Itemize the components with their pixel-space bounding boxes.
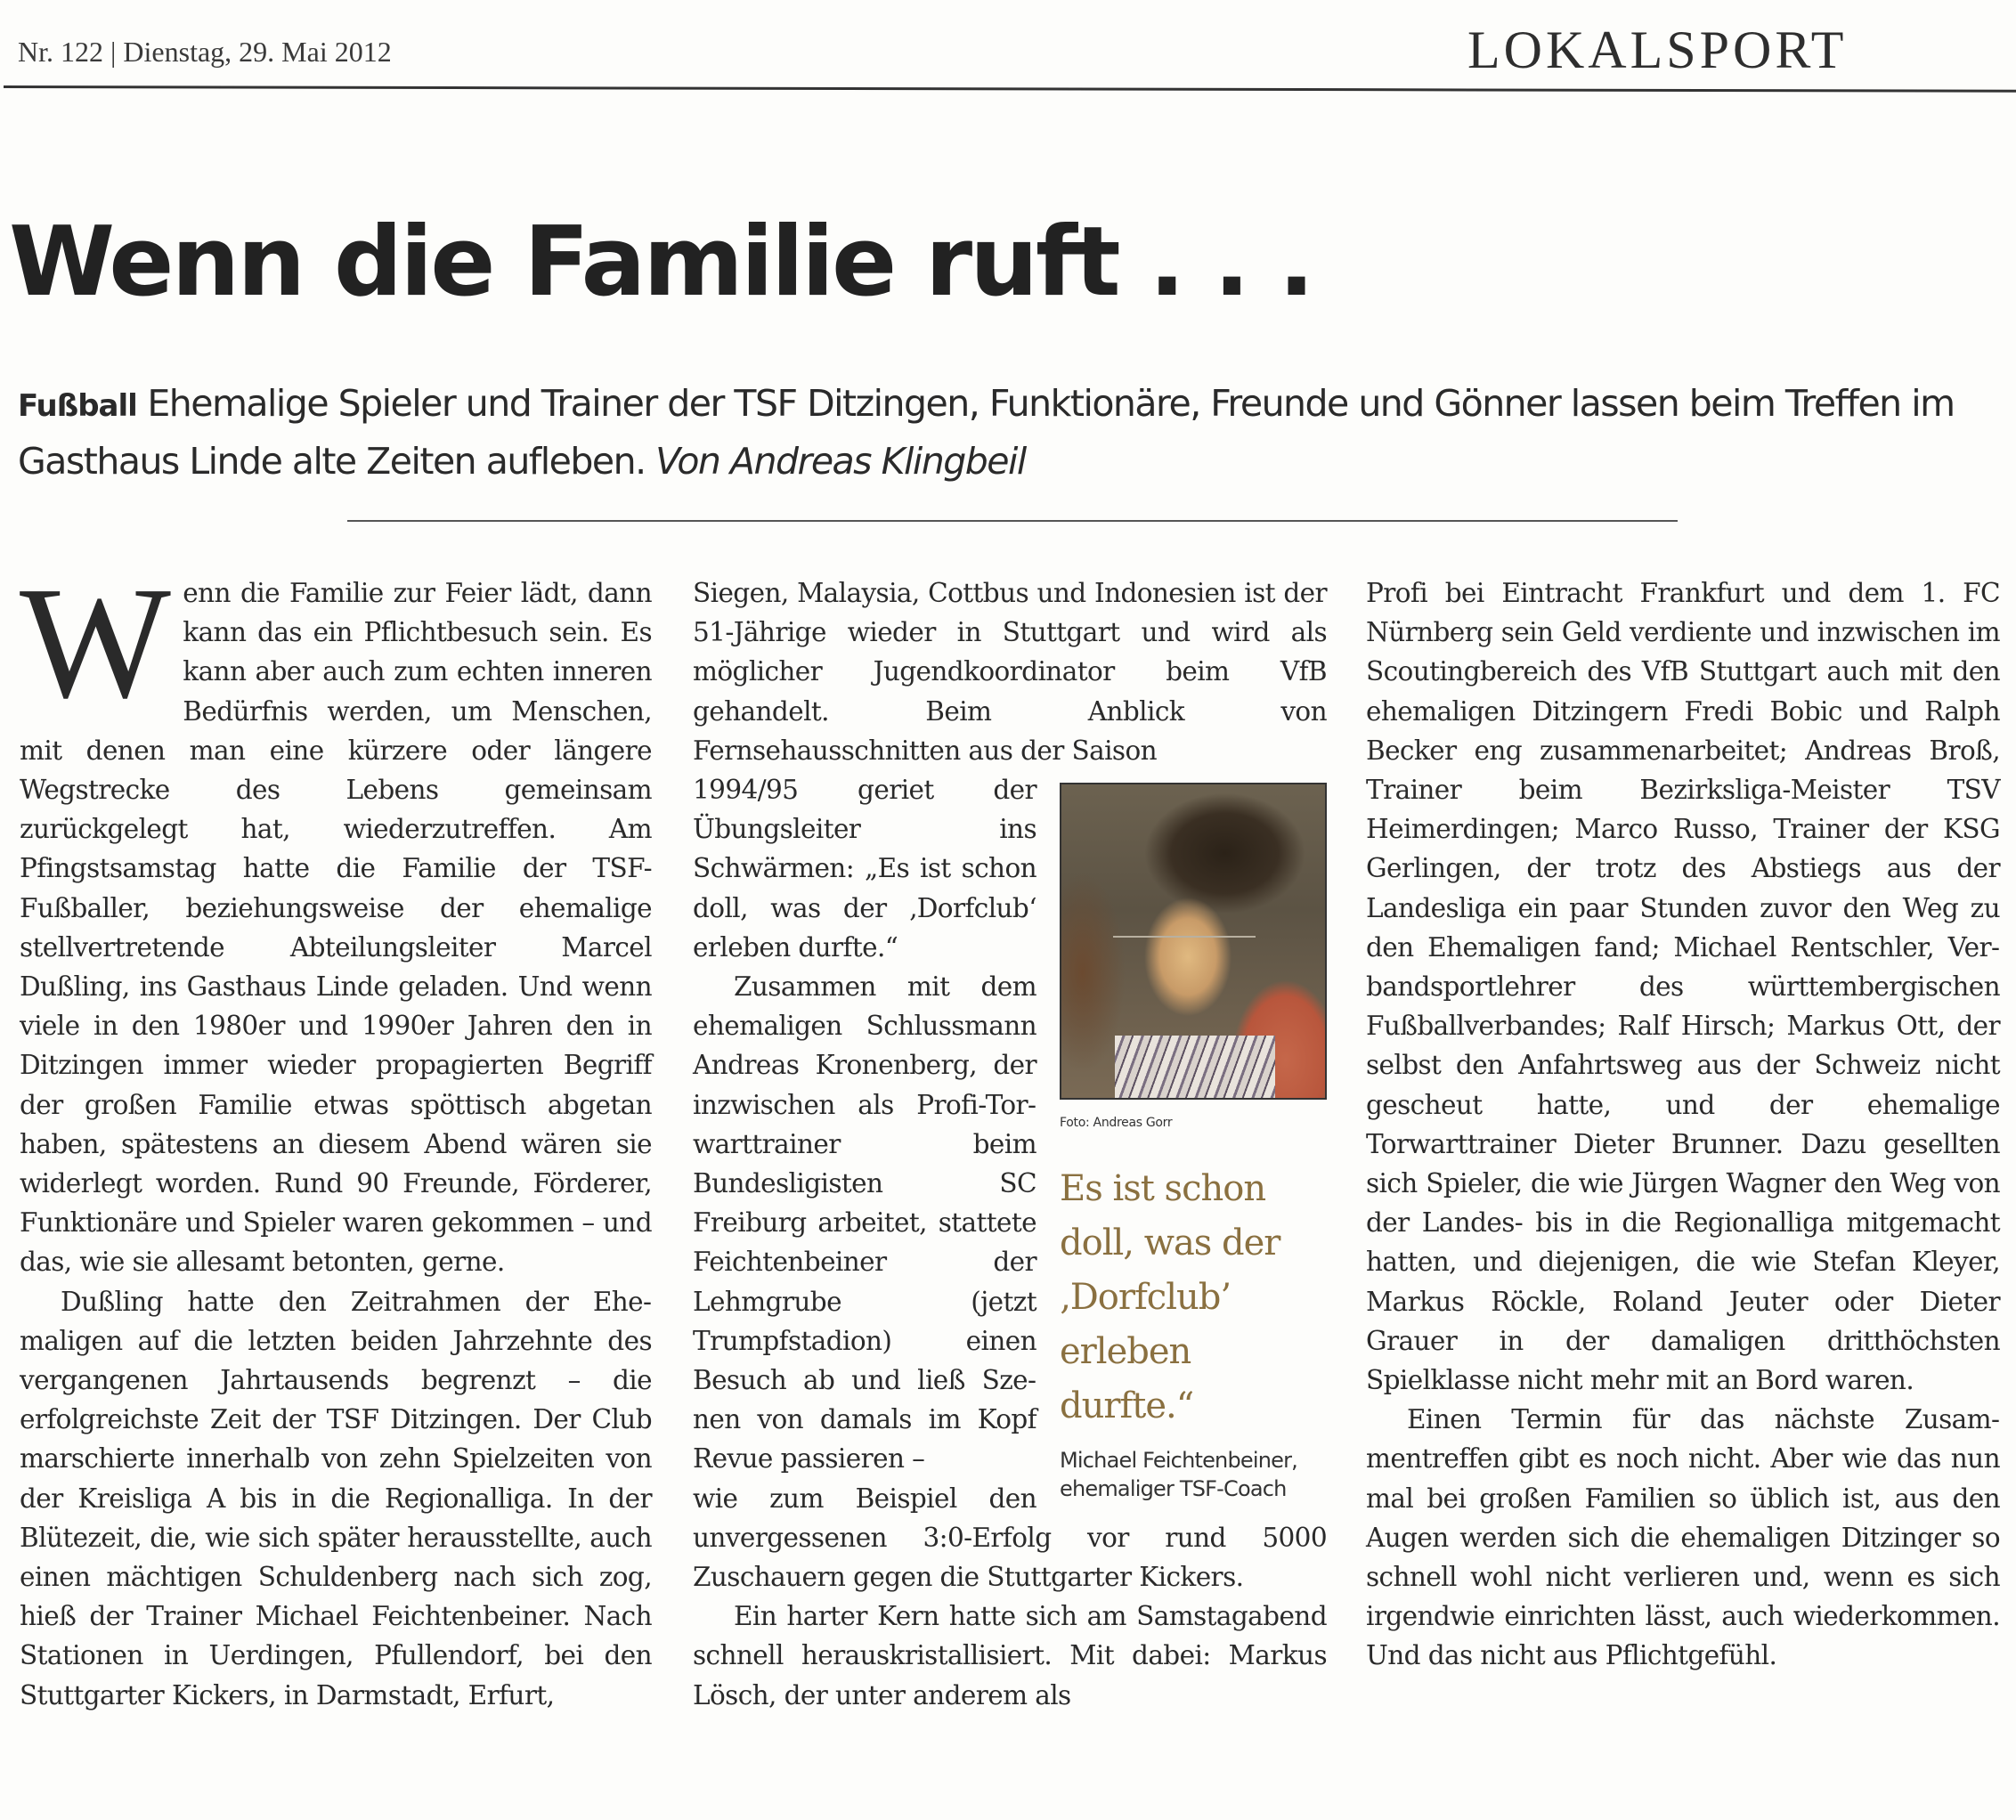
paragraph bbox=[20, 554, 652, 1282]
deck-rule bbox=[347, 520, 1678, 522]
article-deck bbox=[18, 376, 1995, 489]
header-rule bbox=[4, 85, 2016, 93]
pull-quote: Es ist schon doll, was der ‚Dorfclub’ erleben durfte.“ bbox=[1060, 1168, 1280, 1427]
article-column-1 bbox=[20, 554, 652, 1715]
article-column-3 bbox=[1366, 573, 2000, 1676]
byline: Von Andreas Klingbeil bbox=[655, 440, 1026, 483]
attribution-role: ehemaliger TSF-Coach bbox=[1060, 1476, 1287, 1502]
paragraph: Ein harter Kern hatte sich am Samstagabend schnell herauskristallisiert. Mit dabei: Markus Lösch, der unter anderem als bbox=[693, 1601, 1327, 1710]
section-title: LOKALSPORT bbox=[1467, 20, 1848, 79]
deck-text: Ehemalige Spieler und Trainer der TSF Ditzingen, Funktionäre, Freunde und Gönner lassen beim Treffen im Gasthaus Linde alte Zeiten aufleben. bbox=[18, 382, 1955, 483]
photo-credit: Foto: Andreas Gorr bbox=[1060, 1116, 1173, 1131]
paragraph: wie zum Beispiel den unvergessenen 3:0-Erfolg vor rund 5000 Zuschauern gegen die Stuttgarter Kickers. bbox=[693, 1483, 1327, 1593]
photo-detail bbox=[1115, 1036, 1275, 1098]
pull-quote-attribution bbox=[1060, 1446, 1327, 1503]
photo-detail bbox=[1113, 936, 1256, 964]
drop-cap: W bbox=[20, 554, 171, 731]
portrait-photo bbox=[1060, 783, 1327, 1100]
paragraph: Zusammen mit dem ehemaligen Schlussmann Andreas Kronenberg, der inzwischen als Profi-Torwarttrainer beim Bundesligisten SC Freiburg arbeitet, stattete Feichtenbeiner der Lehmgrube (jetzt Trumpfstadion) einen Besuch ab und ließ Szenen von damals im Kopf Revue passieren – bbox=[693, 971, 1036, 1475]
attribution-name: Michael Feichtenbeiner, bbox=[1060, 1448, 1298, 1474]
paragraph: Profi bei Eintracht Frankfurt und dem 1. FC Nürnberg sein Geld verdiente und inzwischen im Scoutingbereich des VfB Stuttgart auch mit den ehemaligen Ditzingern Fredi Bobic und Ralph Becker eng zusammenarbeitet; Andreas Broß, Trainer beim Bezirksliga-Meister TSV Heimerdingen; Marco Russo, Trainer der KSG Gerlingen, der trotz des Abstiegs aus der Landesliga ein paar Stunden zuvor den Weg zu den Ehemaligen fand; Michael Rentschler, Verbandsportlehrer des württembergischen Fußballverbandes; Ralf Hirsch; Markus Ott, der selbst den Anfahrtsweg aus der Schweiz nicht gescheut hatte, und der ehemalige Torwarttrainer Dieter Brunner. Dazu gesellten sich Spieler, die wie Jürgen Wagner den Weg von der Landes- bis in die Regionalliga mitgemacht hatten, und diejenigen, die wie Stefan Kleyer, Markus Röckle, Roland Jeuter oder Dieter Grauer in der damaligen dritthöchsten Spielklasse nicht mehr mit an Bord waren. bbox=[1366, 578, 2000, 1396]
photo-sidebar bbox=[1060, 770, 1327, 1503]
paragraph: Siegen, Malaysia, Cottbus und Indonesien ist der 51-Jährige wieder in Stuttgart und wird als möglicher Jugendkoordinator beim VfB gehandelt. Beim Anblick von Fernsehausschnitten aus der Saison bbox=[693, 578, 1327, 766]
article-headline: Wenn die Familie ruft . . . bbox=[9, 207, 1313, 318]
paragraph-text: enn die Familie zur Feier lädt, dann kann das ein Pflichtbesuch sein. Es kann aber auch zum echten inneren Bedürfnis werden, um Menschen, mit denen man eine kürzere oder längere Wegstrecke des Lebens gemeinsam zurückgelegt hat, wiederzutreffen. Am Pfingstsamstag hatte die Familie der TSF-Fußballer, beziehungsweise der ehemalige stellvertretende Abteilungsleiter Marcel Dußling, ins Gasthaus Linde geladen. Und wenn viele in den 1980er und 1990er Jahren den in Ditzingen immer wieder propagierten Begriff der großen Familie etwas spöttisch abgetan haben, spätestens an diesem Abend wären sie widerlegt worden. Rund 90 Freunde, Förderer, Funktionäre und Spieler waren gekommen – und das, wie sie allesamt betonten, gerne. bbox=[20, 578, 652, 1278]
paragraph: 1994/95 geriet der Übungsleiter ins Schwärmen: „Es ist schon doll, was der ‚Dorfclub‘ erleben durfte.“ bbox=[693, 775, 1036, 963]
paragraph: Dußling hatte den Zeitrahmen der Ehemaligen auf die letzten beiden Jahrzehnte des vergangenen Jahrtausends begrenzt – die erfolgreichste Zeit der TSF Ditzingen. Der Club marschierte innerhalb von zehn Spielzeiten von der Kreisliga A bis in die Regionalliga. In der Blütezeit, die, wie sich später herausstellte, auch einen mächtigen Schuldenberg nach sich zog, hieß der Trainer Michael Feichtenbeiner. Nach Stationen in Uerdingen, Pfullendorf, bei den Stuttgarter Kickers, in Darmstadt, Erfurt, bbox=[20, 1286, 652, 1710]
article-column-2 bbox=[693, 573, 1327, 1715]
kicker: Fußball bbox=[18, 388, 137, 424]
paragraph: Einen Termin für das nächste Zusammentreffen gibt es noch nicht. Aber wie das nun mal bei großen Familien so üblich ist, aus den Augen werden sich die ehemaligen Ditzinger so schnell wohl nicht verlieren und, wenn es sich irgendwie einrichten lässt, auch wiederkommen. Und das nicht aus Pflichtgefühl. bbox=[1366, 1404, 2000, 1671]
issue-date: Nr. 122 | Dienstag, 29. Mai 2012 bbox=[18, 36, 392, 68]
